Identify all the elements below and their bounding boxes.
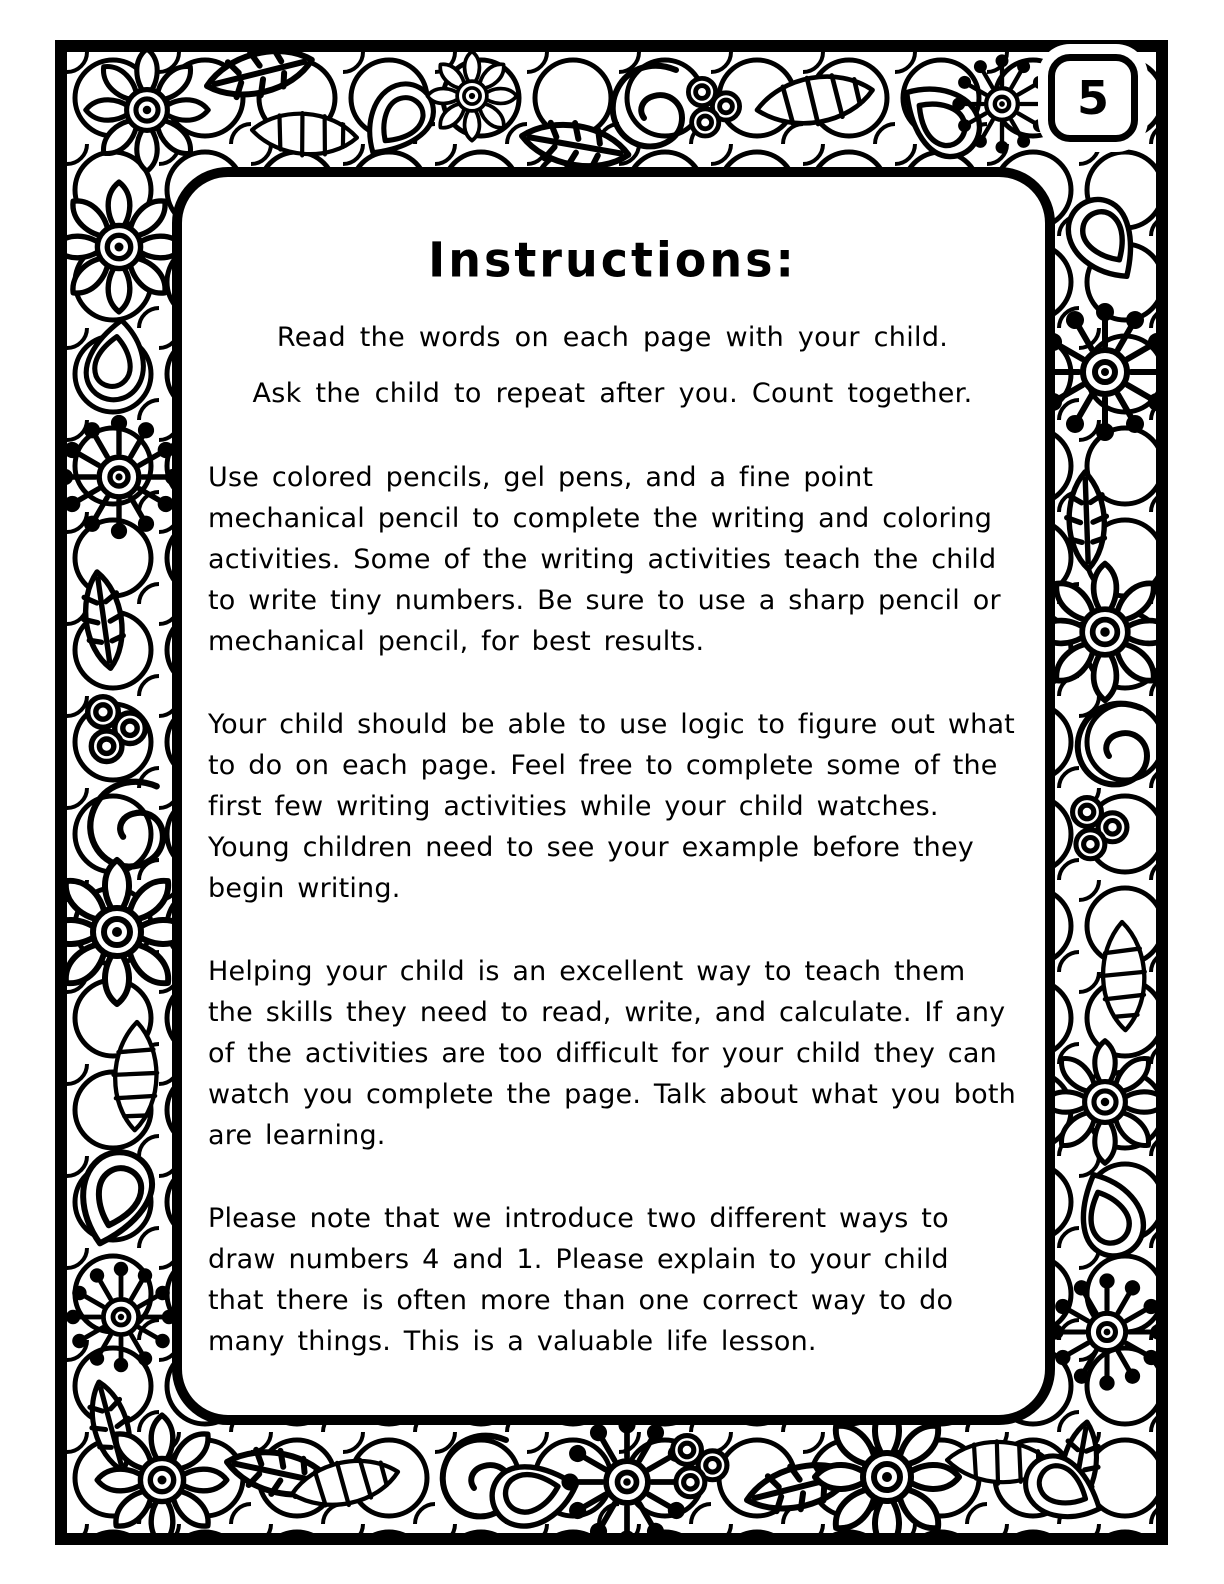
page-number-badge [1048, 54, 1138, 142]
instruction-paragraph-4: Please note that we introduce two different ways to draw numbers 4 and 1. Please explain to your child that there is often more than one correct way to do many things. This is a valuable life lesson. [208, 1202, 966, 1357]
instruction-paragraph-2: Your child should be able to use logic to figure out what to do on each page. Feel free to complete some of the first few writing activities while your child watches. Young children need to see your example before they begin writing. [208, 708, 1028, 904]
instruction-paragraph-1: Use colored pencils, gel pens, and a fine point mechanical pencil to complete the writing and coloring activities. Some of the writing activities teach the child to write tiny numbers. Be sure to use a sharp pencil or mechanical pencil, for best results. [208, 461, 1014, 657]
intro-line-2: Ask the child to repeat after you. Count together. [252, 377, 973, 409]
instruction-paragraph-3: Helping your child is an excellent way to teach them the skills they need to read, write, and calculate. If any of the activities are too difficult for your child they can watch you complete the page. Talk about what you both are learning. [208, 955, 1029, 1151]
decorative-border-frame [55, 40, 1168, 1545]
instructions-panel [172, 167, 1055, 1425]
page-title: Instructions: [428, 231, 797, 289]
page-number: 5 [1076, 71, 1109, 125]
intro-line-1: Read the words on each page with your child. [276, 322, 949, 353]
